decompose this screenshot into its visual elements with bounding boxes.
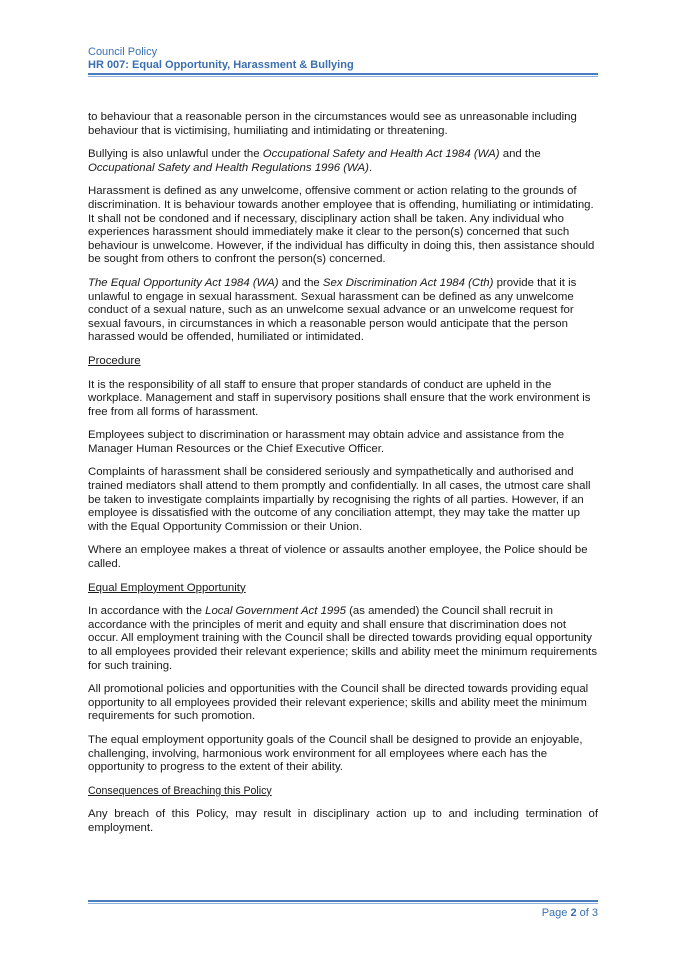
text-run: .	[368, 161, 373, 174]
paragraph-staff-responsibility: It is the responsibility of all staff to ensure that proper standards of conduct are upheld in the workplace. Management and staff in supervisory positions shall ensure that the work environment is free from all forms of harassment.	[88, 378, 591, 418]
paragraph-harassment-definition: Harassment is defined as any unwelcome, offensive comment or action relating to the grounds of discrimination. It is behaviour towards another employee that is offending, humiliating or intimidating. It shall not be condoned and if necessary, disciplinary action shall be taken. Any individual who experiences harassment should immediately make it clear to the person(s) concerned that such behaviour is unwelcome. However, if the individual has difficulty in doing this, then assistance should be sought from others to confront the person(s) concerned.	[88, 185, 595, 266]
document-body	[88, 111, 598, 846]
text-run: provide that it is unlawful to engage in sexual harassment. Sexual harassment can be defined as any unwelcome conduct of a sexual nature, such as an unwelcome sexual advance or an unwelcome request for sexual favours, in circumstances in which a reasonable person would anticipate that the person harassed would be offended, humiliated or intimidated.	[88, 276, 577, 344]
page-current: 2	[570, 907, 577, 919]
paragraph-violence: Where an employee makes a threat of violence or assaults another employee, the Police should be called.	[88, 544, 588, 571]
paragraph-recruitment	[88, 605, 598, 673]
act-reference: Local Government Act 1995	[205, 605, 346, 618]
page-total: 3	[591, 907, 598, 919]
heading-equal-employment-opportunity: Equal Employment Opportunity	[88, 581, 246, 594]
page-number	[542, 907, 598, 919]
header-policy-title: HR 007: Equal Opportunity, Harassment & Bullying	[88, 59, 354, 71]
header-policy-type: Council Policy	[88, 46, 158, 58]
paragraph-sexual-harassment	[88, 277, 598, 345]
paragraph-bullying-definition-end: to behaviour that a reasonable person in the circumstances would see as unreasonable including behaviour that is victimising, humiliating and intimidating or threatening.	[88, 111, 577, 137]
heading-consequences: Consequences of Breaching this Policy	[88, 784, 272, 797]
text-run: and the	[278, 276, 323, 289]
header-divider	[88, 73, 598, 77]
act-reference: Sex Discrimination Act 1984 (Cth)	[322, 276, 494, 289]
paragraph-bullying-unlawful	[88, 148, 598, 175]
text-run: In accordance with the	[88, 605, 206, 618]
paragraph-advice-assistance: Employees subject to discrimination or harassment may obtain advice and assistance from the Manager Human Resources or the Chief Executive Officer.	[88, 429, 565, 455]
regulation-reference: Occupational Safety and Health Regulations 1996 (WA)	[88, 161, 369, 174]
paragraph-promotion: All promotional policies and opportunities with the Council shall be directed towards providing equal opportunity to all employees provided their relevant experience; skills and ability meet the minimum requirements for such promotion.	[88, 683, 589, 723]
text-run: Bullying is also unlawful under the	[88, 148, 263, 161]
text-run: and the	[499, 148, 541, 161]
page-of: of	[576, 907, 592, 919]
page-header	[88, 46, 598, 72]
footer-divider	[88, 900, 598, 904]
page-label: Page	[541, 907, 571, 919]
act-reference: Occupational Safety and Health Act 1984 (WA)	[262, 148, 500, 161]
act-reference: The Equal Opportunity Act 1984 (WA)	[88, 276, 279, 289]
heading-procedure: Procedure	[88, 354, 141, 367]
text-run: (as amended) the Council shall recruit in accordance with the principles of merit and equity and shall ensure that discrimination does not occur. All employment training with the Council shall be directed towards providing equal opportunity to all employees provided their relevant experience; skills and ability meet the minimum requirements for such training.	[88, 605, 598, 672]
paragraph-eeo-goals: The equal employment opportunity goals of the Council shall be designed to provide an enjoyable, challenging, involving, harmonious work environment for all employees where each has the opportunity to progress to the extent of their ability.	[88, 733, 583, 774]
paragraph-complaints: Complaints of harassment shall be considered seriously and sympathetically and authorised and trained mediators shall attend to them promptly and confidentially. In all cases, the utmost care shall be taken to investigate complaints impartially by recognising the rights of all parties. However, if an employee is dissatisfied with the outcome of any conciliation attempt, they may take the matter up with the Equal Opportunity Commission or their Union.	[88, 466, 591, 533]
paragraph-breach: Any breach of this Policy, may result in disciplinary action up to and including termination of employment.	[88, 808, 598, 834]
